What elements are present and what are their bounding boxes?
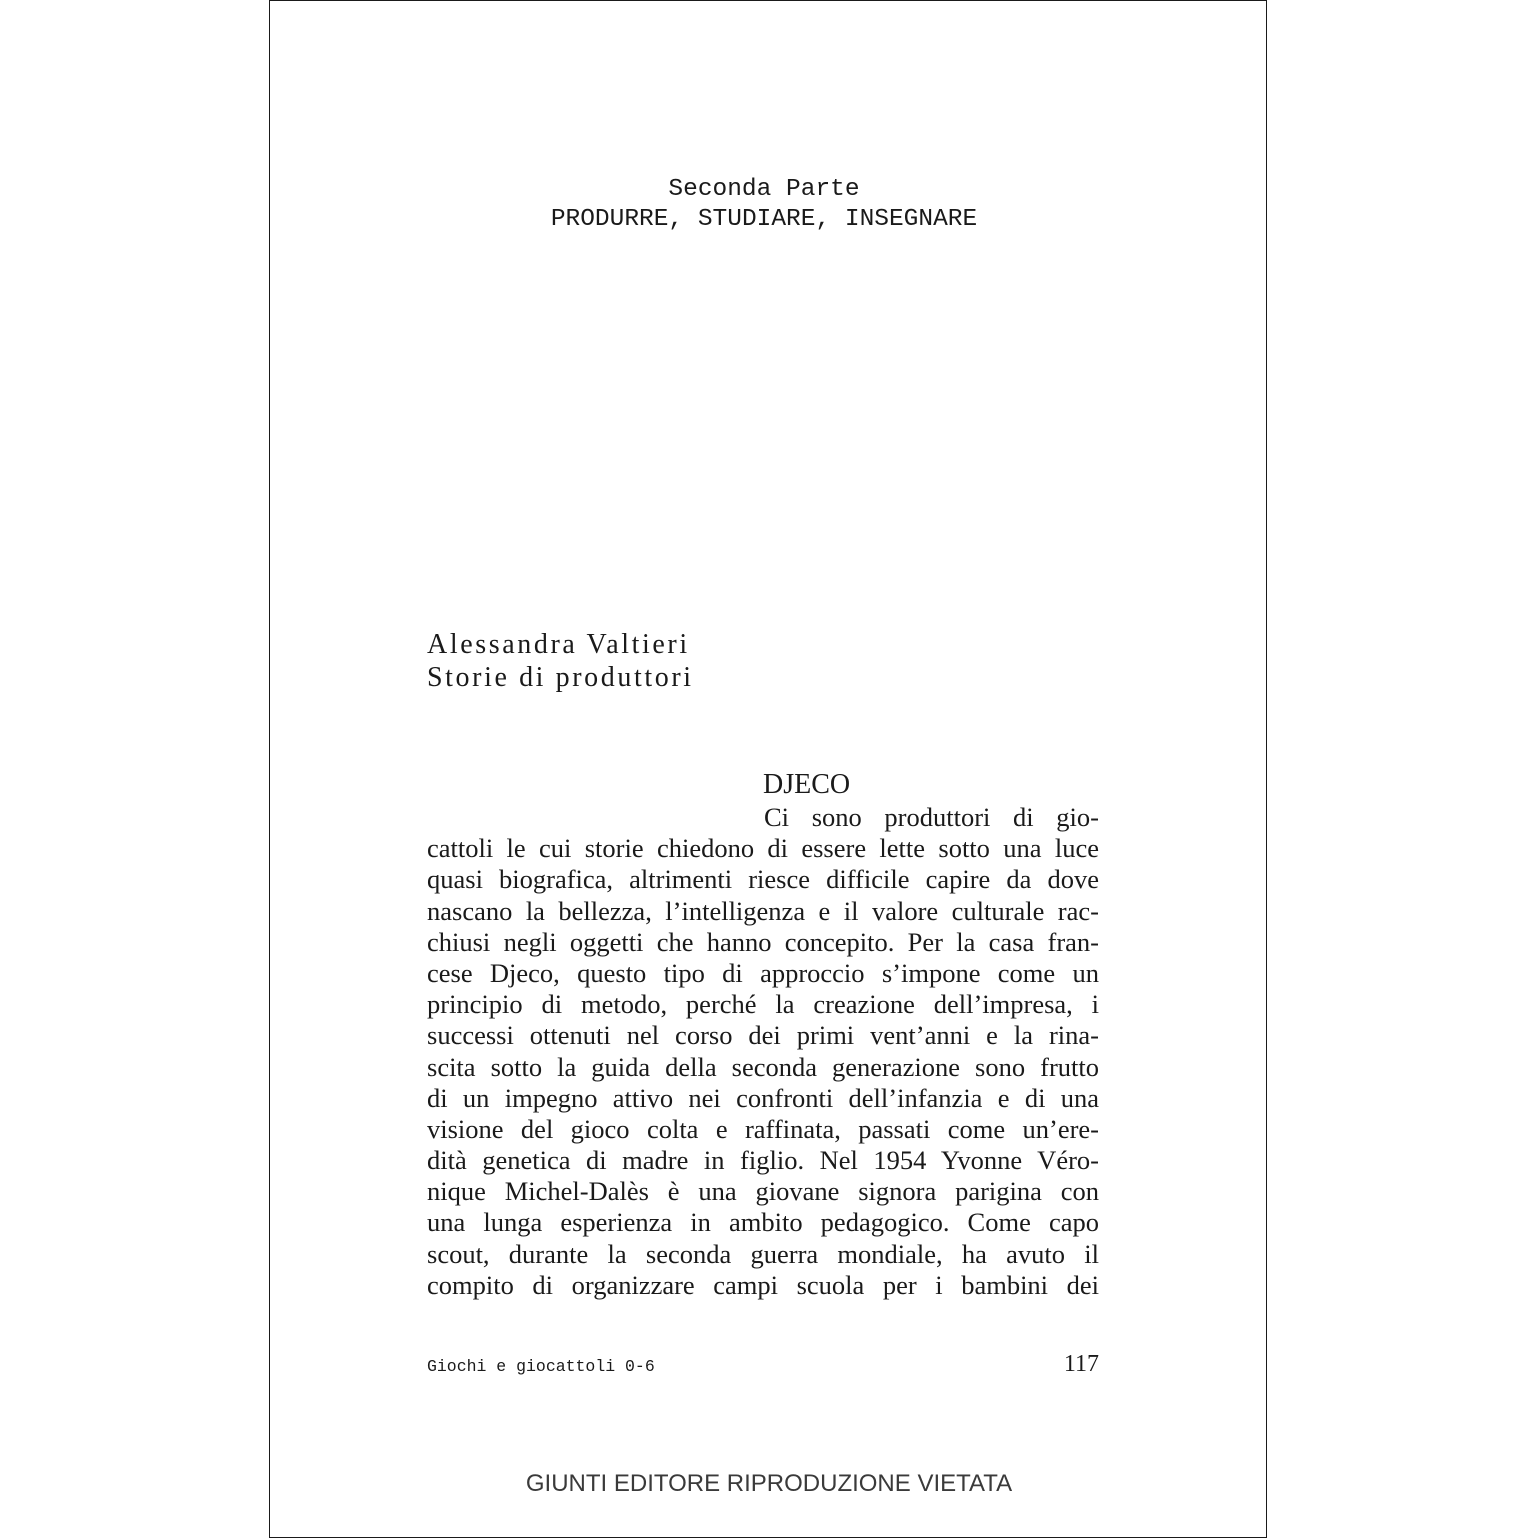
body-line: dità genetica di madre in figlio. Nel 1954 Yvonne Véro-	[427, 1145, 1099, 1176]
body-line: nascano la bellezza, l’intelligenza e il valore culturale rac-	[427, 895, 1099, 926]
body-line: compito di organizzare campi scuola per i bambini dei	[427, 1269, 1099, 1300]
body-line: scita sotto la guida della seconda generazione sono frutto	[427, 1051, 1099, 1082]
book-page	[269, 0, 1267, 1538]
body-line: quasi biografica, altrimenti riesce difficile capire da dove	[427, 864, 1099, 895]
body-line: chiusi negli oggetti che hanno concepito. Per la casa fran-	[427, 926, 1099, 957]
body-line: principio di metodo, perché la creazione dell’impresa, i	[427, 989, 1099, 1020]
author-block	[427, 628, 694, 694]
body-line: scout, durante la seconda guerra mondiale, ha avuto il	[427, 1238, 1099, 1269]
body-line: cattoli le cui storie chiedono di essere lette sotto una luce	[427, 833, 1099, 864]
body-line: una lunga esperienza in ambito pedagogico. Come capo	[427, 1207, 1099, 1238]
part-header	[270, 175, 1258, 235]
part-label: Seconda Parte	[668, 176, 860, 203]
chapter-title: Storie di produttori	[427, 662, 694, 693]
running-footer-title: Giochi e giocattoli 0-6	[427, 1357, 655, 1376]
body-line: di un impegno attivo nei confronti dell’infanzia e di una	[427, 1082, 1099, 1113]
body-text	[427, 802, 1099, 1301]
body-line: successi ottenuti nel corso dei primi vent’anni e la rina-	[427, 1020, 1099, 1051]
body-line: visione del gioco colta e raffinata, passati come un’ere-	[427, 1113, 1099, 1144]
body-line: Ci sono produttori di gio-	[764, 802, 1099, 832]
section-heading: DJECO	[763, 769, 851, 800]
copyright-watermark: GIUNTI EDITORE RIPRODUZIONE VIETATA	[525, 1470, 1013, 1497]
page-number: 117	[1063, 1351, 1099, 1377]
part-title: PRODURRE, STUDIARE, INSEGNARE	[550, 206, 978, 233]
body-line: cese Djeco, questo tipo di approccio s’impone come un	[427, 957, 1099, 988]
author-name: Alessandra Valtieri	[427, 629, 690, 660]
body-line: nique Michel-Dalès è una giovane signora parigina con	[427, 1176, 1099, 1207]
